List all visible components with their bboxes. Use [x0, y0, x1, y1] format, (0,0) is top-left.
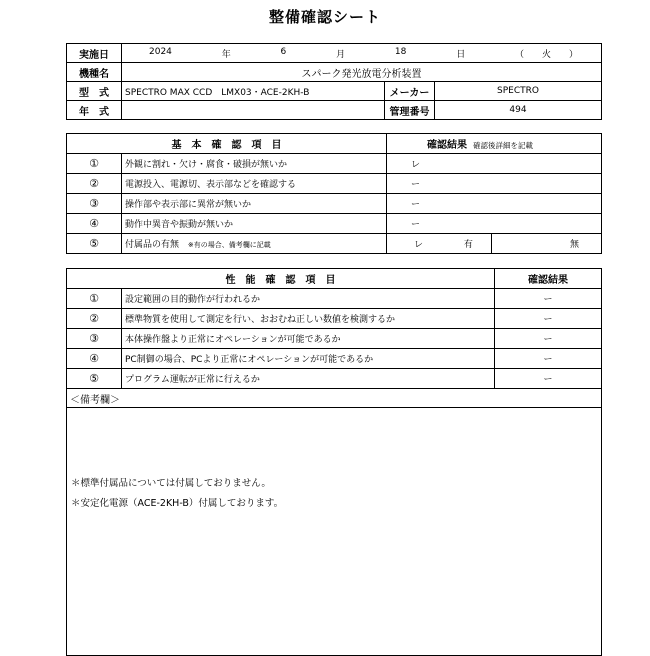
perf-row-num: ④ — [67, 349, 122, 369]
remark-line: ＊標準付属品については付属しておりません。 — [71, 478, 271, 489]
perf-row — [67, 309, 602, 329]
perf-row — [67, 289, 602, 309]
date-value — [122, 44, 602, 63]
perf-result-header: 確認結果 — [495, 269, 602, 289]
basic-header: 基 本 確 認 項 目 — [67, 134, 387, 154]
date-row — [67, 44, 602, 63]
basic-row-num: ① — [67, 154, 122, 174]
year-value: 2024 — [149, 46, 172, 57]
basic-row-result: ー — [387, 174, 602, 194]
mgmt-value: 494 — [435, 101, 602, 120]
perf-row-num: ⑤ — [67, 369, 122, 389]
basic-result-note: 確認後詳細を記載 — [473, 141, 533, 150]
date-label: 実施日 — [67, 44, 122, 63]
year-type-label: 年 式 — [67, 101, 122, 120]
machine-label: 機種名 — [67, 63, 122, 82]
mgmt-label: 管理番号 — [385, 101, 435, 120]
month-value: 6 — [280, 46, 287, 57]
basic-row-text: 操作部や表示部に異常が無いか — [122, 194, 387, 214]
perf-row-text: PC制御の場合、PCより正常にオペレーションが可能であるか — [122, 349, 495, 369]
accessories-yes-cell — [387, 234, 492, 254]
perf-header: 性 能 確 認 項 目 — [67, 269, 495, 289]
remarks-body — [67, 408, 602, 656]
model-row — [67, 82, 602, 101]
basic-row-result: ー — [387, 214, 602, 234]
basic-row-num: ② — [67, 174, 122, 194]
basic-row-result: ー — [387, 194, 602, 214]
model-label: 型 式 — [67, 82, 122, 101]
perf-row — [67, 349, 602, 369]
basic-row-text: 電源投入、電源切、表示部などを確認する — [122, 174, 387, 194]
remarks-label: ＜備考欄＞ — [67, 389, 602, 408]
perf-row-num: ③ — [67, 329, 122, 349]
accessories-text-cell — [122, 234, 387, 254]
perf-row-result: ー — [495, 369, 602, 389]
weekday-value: （ 火 ） — [515, 49, 579, 60]
perf-header-row — [67, 269, 602, 289]
sheet-title: 整備確認シート — [268, 8, 381, 26]
basic-row — [67, 214, 602, 234]
perf-row-result: ー — [495, 309, 602, 329]
year-unit: 年 — [221, 49, 231, 60]
day-unit: 日 — [456, 49, 466, 60]
accessories-text: 付属品の有無 — [125, 240, 180, 250]
basic-row-accessories — [67, 234, 602, 254]
basic-row — [67, 154, 602, 174]
year-type-value — [122, 101, 385, 120]
model-value: SPECTRO MAX CCD LMX03・ACE-2KH-B — [122, 82, 385, 101]
basic-row-num: ④ — [67, 214, 122, 234]
accessories-mark: レ — [414, 240, 424, 250]
performance-check-table — [66, 268, 602, 656]
perf-row-result: ー — [495, 289, 602, 309]
perf-row-num: ① — [67, 289, 122, 309]
perf-row — [67, 369, 602, 389]
year-type-row — [67, 101, 602, 120]
basic-check-table — [66, 133, 602, 254]
machine-row — [67, 63, 602, 82]
perf-row-text: 本体操作盤より正常にオペレーションが可能であるか — [122, 329, 495, 349]
basic-row-text: 外観に割れ・欠け・腐食・破損が無いか — [122, 154, 387, 174]
maker-label: メーカー — [385, 82, 435, 101]
perf-row-result: ー — [495, 329, 602, 349]
basic-row-num: ③ — [67, 194, 122, 214]
basic-row — [67, 174, 602, 194]
basic-header-row — [67, 134, 602, 154]
basic-row-num: ⑤ — [67, 234, 122, 254]
machine-value: スパーク発光放電分析装置 — [122, 63, 602, 82]
perf-row-num: ② — [67, 309, 122, 329]
basic-row-text: 動作中異音や振動が無いか — [122, 214, 387, 234]
remarks-body-row — [67, 408, 602, 656]
remark-line: ＊安定化電源（ACE-2KH-B）付属しております。 — [71, 498, 284, 509]
accessories-note: ※有の場合、備考欄に記載 — [187, 241, 271, 249]
basic-row — [67, 194, 602, 214]
basic-result-label: 確認結果 — [427, 140, 467, 151]
maker-value: SPECTRO — [435, 82, 602, 101]
info-table — [66, 43, 602, 120]
perf-row — [67, 329, 602, 349]
basic-result-header — [387, 134, 602, 154]
perf-row-text: プログラム運転が正常に行えるか — [122, 369, 495, 389]
month-unit: 月 — [336, 49, 346, 60]
accessories-no: 無 — [492, 234, 602, 254]
accessories-yes: 有 — [463, 240, 473, 250]
basic-row-result: レ — [387, 154, 602, 174]
day-value: 18 — [394, 46, 407, 57]
remarks-header-row — [67, 389, 602, 408]
perf-row-result: ー — [495, 349, 602, 369]
perf-row-text: 設定範囲の目的動作が行われるか — [122, 289, 495, 309]
perf-row-text: 標準物質を使用して測定を行い、おおむね正しい数値を検測するか — [122, 309, 495, 329]
